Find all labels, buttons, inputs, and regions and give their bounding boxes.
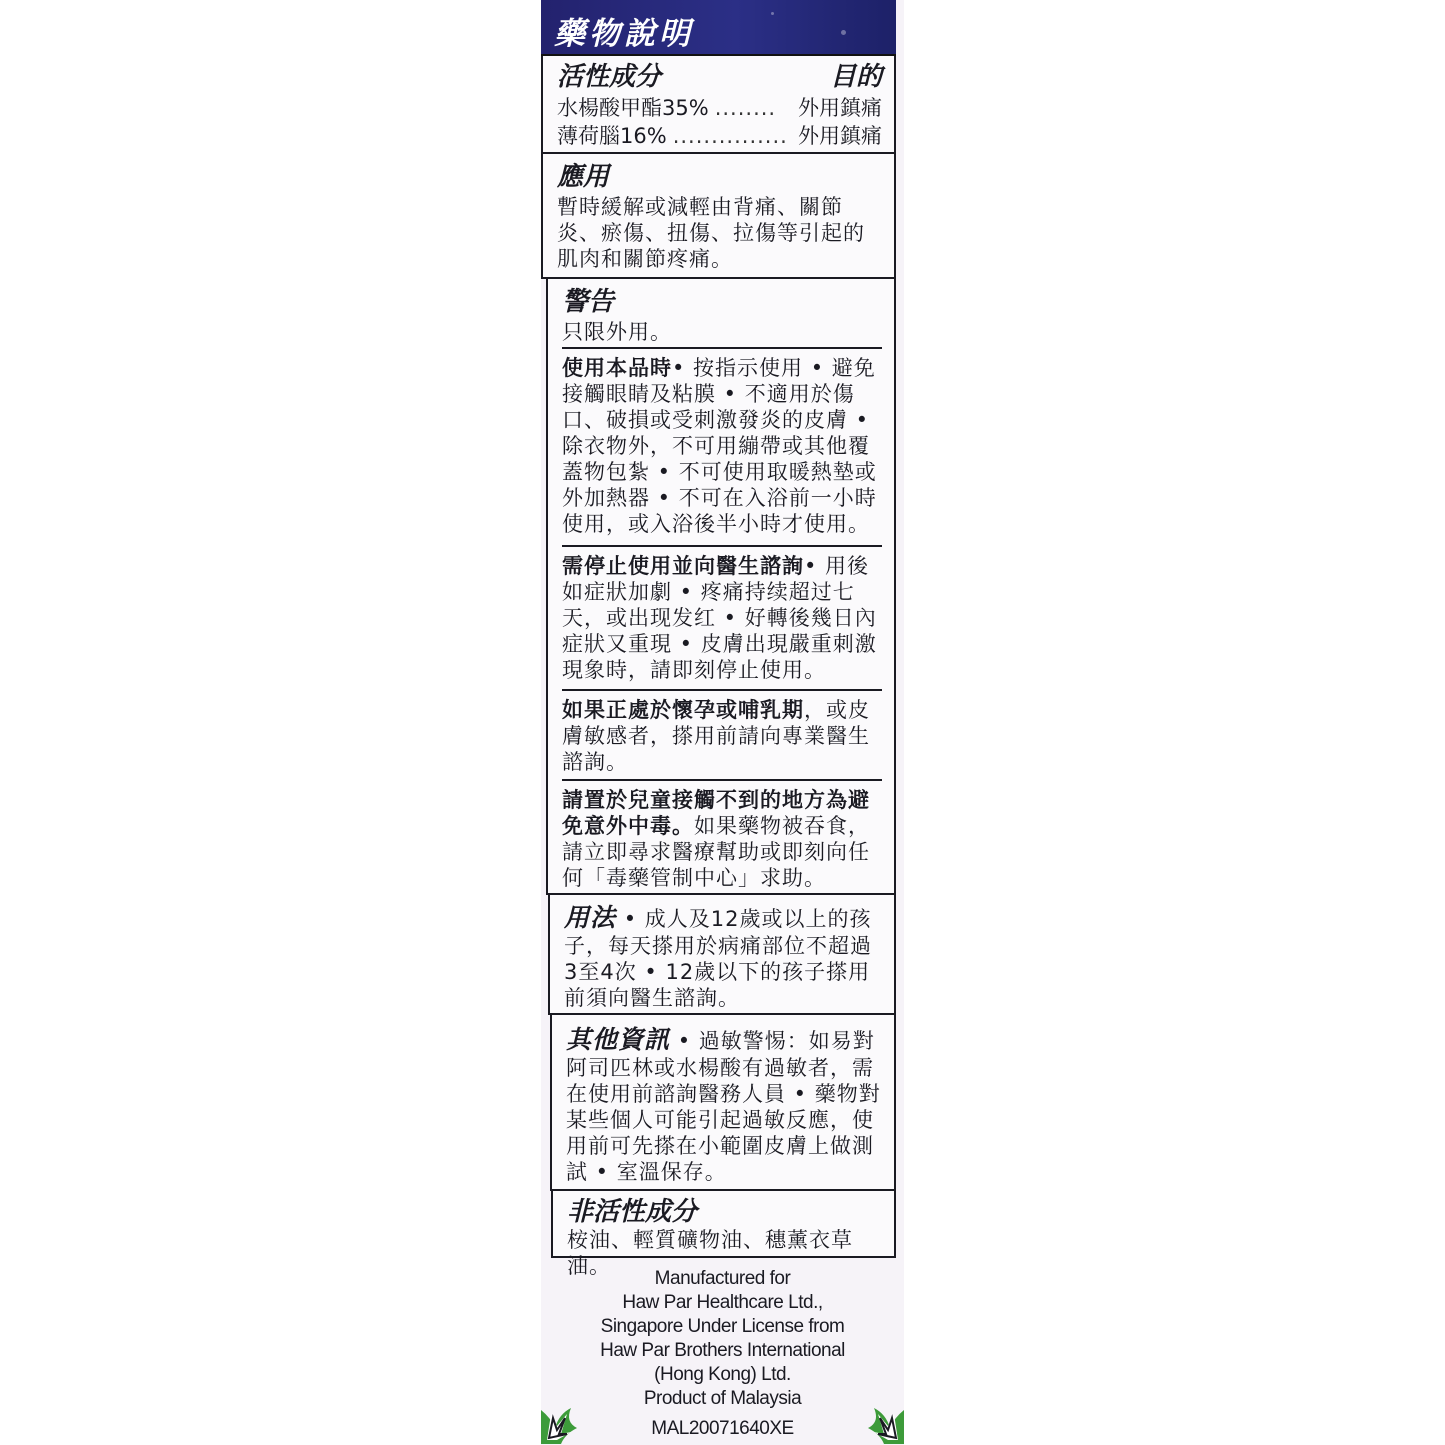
leaf-icon: [541, 1404, 577, 1444]
warnings-divider: [562, 779, 882, 781]
footer-line: Product of Malaysia: [643, 1388, 802, 1409]
when-using-text: [562, 355, 882, 537]
leader-dots: ...............: [672, 124, 788, 148]
drug-facts-title: 藥物說明: [554, 16, 694, 52]
ingredient-name: 薄荷腦16%: [557, 124, 667, 148]
uses-heading: 應用: [557, 162, 610, 192]
leaf-icon: [868, 1404, 904, 1444]
ingredient-purpose: 外用鎮痛: [798, 124, 882, 148]
ingredient-row: [557, 122, 882, 150]
warnings-divider: [562, 347, 882, 349]
directions-heading: 用法: [564, 903, 617, 932]
footer-line: Haw Par Healthcare Ltd.,: [622, 1292, 823, 1313]
active-ingredients-section: [541, 56, 896, 154]
directions-text: [564, 903, 882, 1011]
uses-text: 暫時緩解或減輕由背痛、關節炎、瘀傷、扭傷、拉傷等引起的肌肉和關節疼痛。: [557, 195, 865, 271]
other-info-text: [566, 1025, 882, 1185]
leader-dots: ........: [714, 96, 777, 120]
inactive-ingredients-section: [551, 1189, 896, 1278]
inactive-ingredients-text: 桉油、輕質礦物油、穗薰衣草油。: [567, 1228, 853, 1278]
ingredient-purpose: 外用鎮痛: [798, 96, 882, 120]
ingredient-name: 水楊酸甲酯35%: [557, 96, 709, 120]
other-info-heading: 其他資訊: [566, 1025, 671, 1054]
warnings-divider: [562, 689, 882, 691]
children-text: [562, 787, 882, 891]
manufacturer-info: [560, 1267, 885, 1441]
directions-body: • 成人及12歲或以上的孩子，每天搽用於病痛部位不超過3至4次 • 12歲以下的孩子搽用前須向醫生諮詢。: [564, 907, 872, 1010]
when-using-body: • 按指示使用 • 避免接觸眼睛及粘膜 • 不適用於傷口、破損或受刺激發炎的皮膚 • 除衣物外，不可用繃帶或其他覆蓋物包紮 • 不可使用取暖熱墊或外加熱器 • 不可在入浴前一小時使用，或入浴後半小時才使用。: [562, 356, 877, 536]
registration-number: MAL20071640XE: [651, 1418, 794, 1439]
footer-line: Singapore Under License from: [600, 1316, 845, 1337]
other-info-body: • 過敏警惕：如易對阿司匹林或水楊酸有過敏者，需在使用前諮詢醫務人員 • 藥物對某些個人可能引起過敏反應，使用前可先搽在小範圍皮膚上做測試 • 室溫保存。: [566, 1029, 881, 1184]
pregnancy-body: ，或皮膚敏感者，搽用前請向專業醫生諮詢。: [562, 698, 870, 774]
other-info-section: [550, 1013, 896, 1191]
header-speck: [841, 30, 846, 35]
pregnancy-lead: 如果正處於懷孕或哺乳期: [562, 698, 804, 722]
warnings-divider: [562, 545, 882, 547]
footer-line: Haw Par Brothers International: [600, 1340, 845, 1361]
when-using-lead: 使用本品時: [562, 356, 672, 380]
uses-section: [541, 152, 896, 279]
pregnancy-text: [562, 697, 882, 775]
children-lead: 請置於兒童接觸不到的地方為避免意外中毒。: [562, 788, 870, 838]
warnings-heading: 警告: [562, 287, 615, 317]
active-ingredients-heading: 活性成分: [557, 62, 662, 92]
stop-use-body: • 用後如症狀加劇 • 疼痛持续超过七天，或出现发红 • 好轉後幾日內症狀又重現 • 皮膚出現嚴重刺激現象時，請即刻停止使用。: [562, 554, 877, 682]
children-body: 如果藥物被吞食，請立即尋求醫療幫助或即刻向任何「毒藥管制中心」求助。: [562, 814, 870, 890]
warnings-section: [546, 277, 896, 895]
external-use-only: 只限外用。: [562, 320, 672, 344]
drug-facts-header: [541, 0, 896, 56]
footer-line: (Hong Kong) Ltd.: [654, 1364, 791, 1385]
directions-section: [548, 893, 896, 1015]
stop-use-lead: 需停止使用並向醫生諮詢: [562, 554, 804, 578]
header-speck: [771, 12, 774, 15]
footer-line: Manufactured for: [654, 1268, 791, 1289]
inactive-ingredients-heading: 非活性成分: [567, 1197, 698, 1227]
ingredient-row: [557, 94, 882, 122]
stop-use-text: [562, 553, 882, 683]
purpose-heading: 目的: [829, 62, 882, 92]
